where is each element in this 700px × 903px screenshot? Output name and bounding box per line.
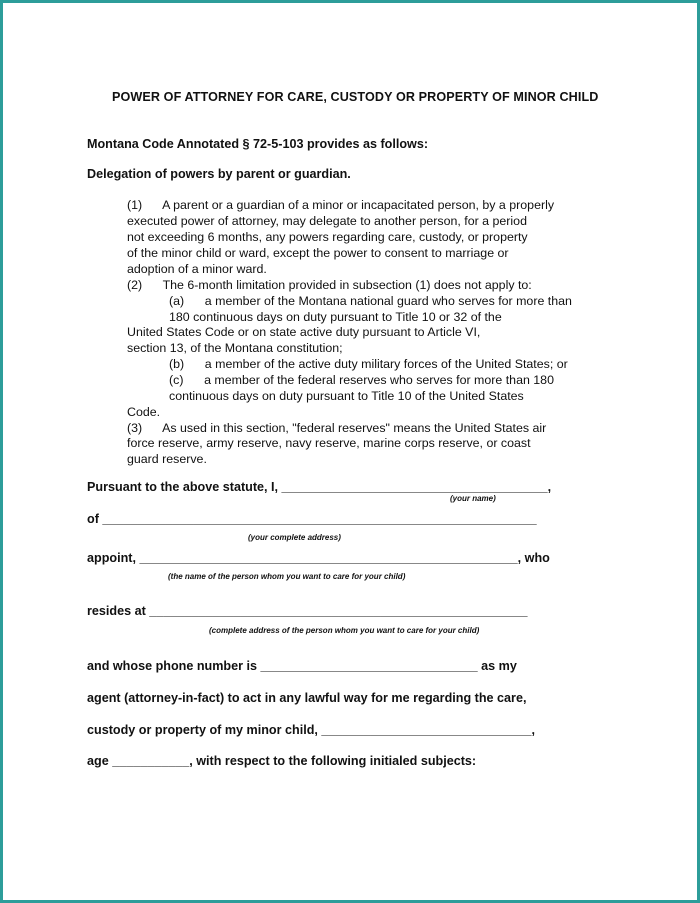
form-line-agent-address[interactable]: resides at ______________________________________________________ <box>87 604 528 618</box>
statute-line: executed power of attorney, may delegate to another person, for a period <box>127 214 527 228</box>
caption-agent-name: (the name of the person whom you want to care for your child) <box>168 572 406 581</box>
form-line-your-address[interactable]: of ______________________________________________________________ <box>87 512 537 526</box>
form-line-child-age[interactable]: age ___________, with respect to the following initialed subjects: <box>87 754 477 768</box>
statute-line: adoption of a minor ward. <box>127 262 267 276</box>
statute-line: continuous days on duty pursuant to Title 10 of the United States <box>169 389 524 403</box>
statute-line: 180 continuous days on duty pursuant to Title 10 or 32 of the <box>169 310 502 324</box>
statute-line: force reserve, army reserve, navy reserve, marine corps reserve, or coast <box>127 436 531 450</box>
statute-line: (a) a member of the Montana national guard who serves for more than <box>169 294 572 308</box>
code-heading: Montana Code Annotated § 72-5-103 provides as follows: <box>87 137 429 151</box>
document-page <box>3 3 697 900</box>
caption-your-address: (your complete address) <box>248 533 341 542</box>
form-line-phone[interactable]: and whose phone number is _______________________________ as my <box>87 659 517 673</box>
form-line-agent-name[interactable]: appoint, ______________________________________________________, who <box>87 551 550 565</box>
statute-line: section 13, of the Montana constitution; <box>127 341 343 355</box>
form-line-agent-authority: agent (attorney-in-fact) to act in any lawful way for me regarding the care, <box>87 691 527 705</box>
caption-agent-address: (complete address of the person whom you want to care for your child) <box>209 626 480 635</box>
statute-line: guard reserve. <box>127 452 207 466</box>
document-title: POWER OF ATTORNEY FOR CARE, CUSTODY OR PROPERTY OF MINOR CHILD <box>112 90 599 104</box>
section-heading: Delegation of powers by parent or guardian. <box>87 167 351 181</box>
statute-line: (3) As used in this section, "federal reserves" means the United States air <box>127 421 547 435</box>
statute-line: United States Code or on state active duty pursuant to Article VI, <box>127 325 481 339</box>
form-line-child-name[interactable]: custody or property of my minor child, ______________________________, <box>87 723 536 737</box>
statute-line: Code. <box>127 405 161 419</box>
statute-line: of the minor child or ward, except the power to consent to marriage or <box>127 246 509 260</box>
statute-line: (c) a member of the federal reserves who serves for more than 180 <box>169 373 554 387</box>
statute-line: not exceeding 6 months, any powers regarding care, custody, or property <box>127 230 528 244</box>
statute-line: (2) The 6-month limitation provided in subsection (1) does not apply to: <box>127 278 532 292</box>
form-line-your-name[interactable]: Pursuant to the above statute, I, ______________________________________, <box>87 480 552 494</box>
statute-line: (1) A parent or a guardian of a minor or incapacitated person, by a properly <box>127 198 555 212</box>
caption-your-name: (your name) <box>450 494 496 503</box>
statute-line: (b) a member of the active duty military forces of the United States; or <box>169 357 568 371</box>
